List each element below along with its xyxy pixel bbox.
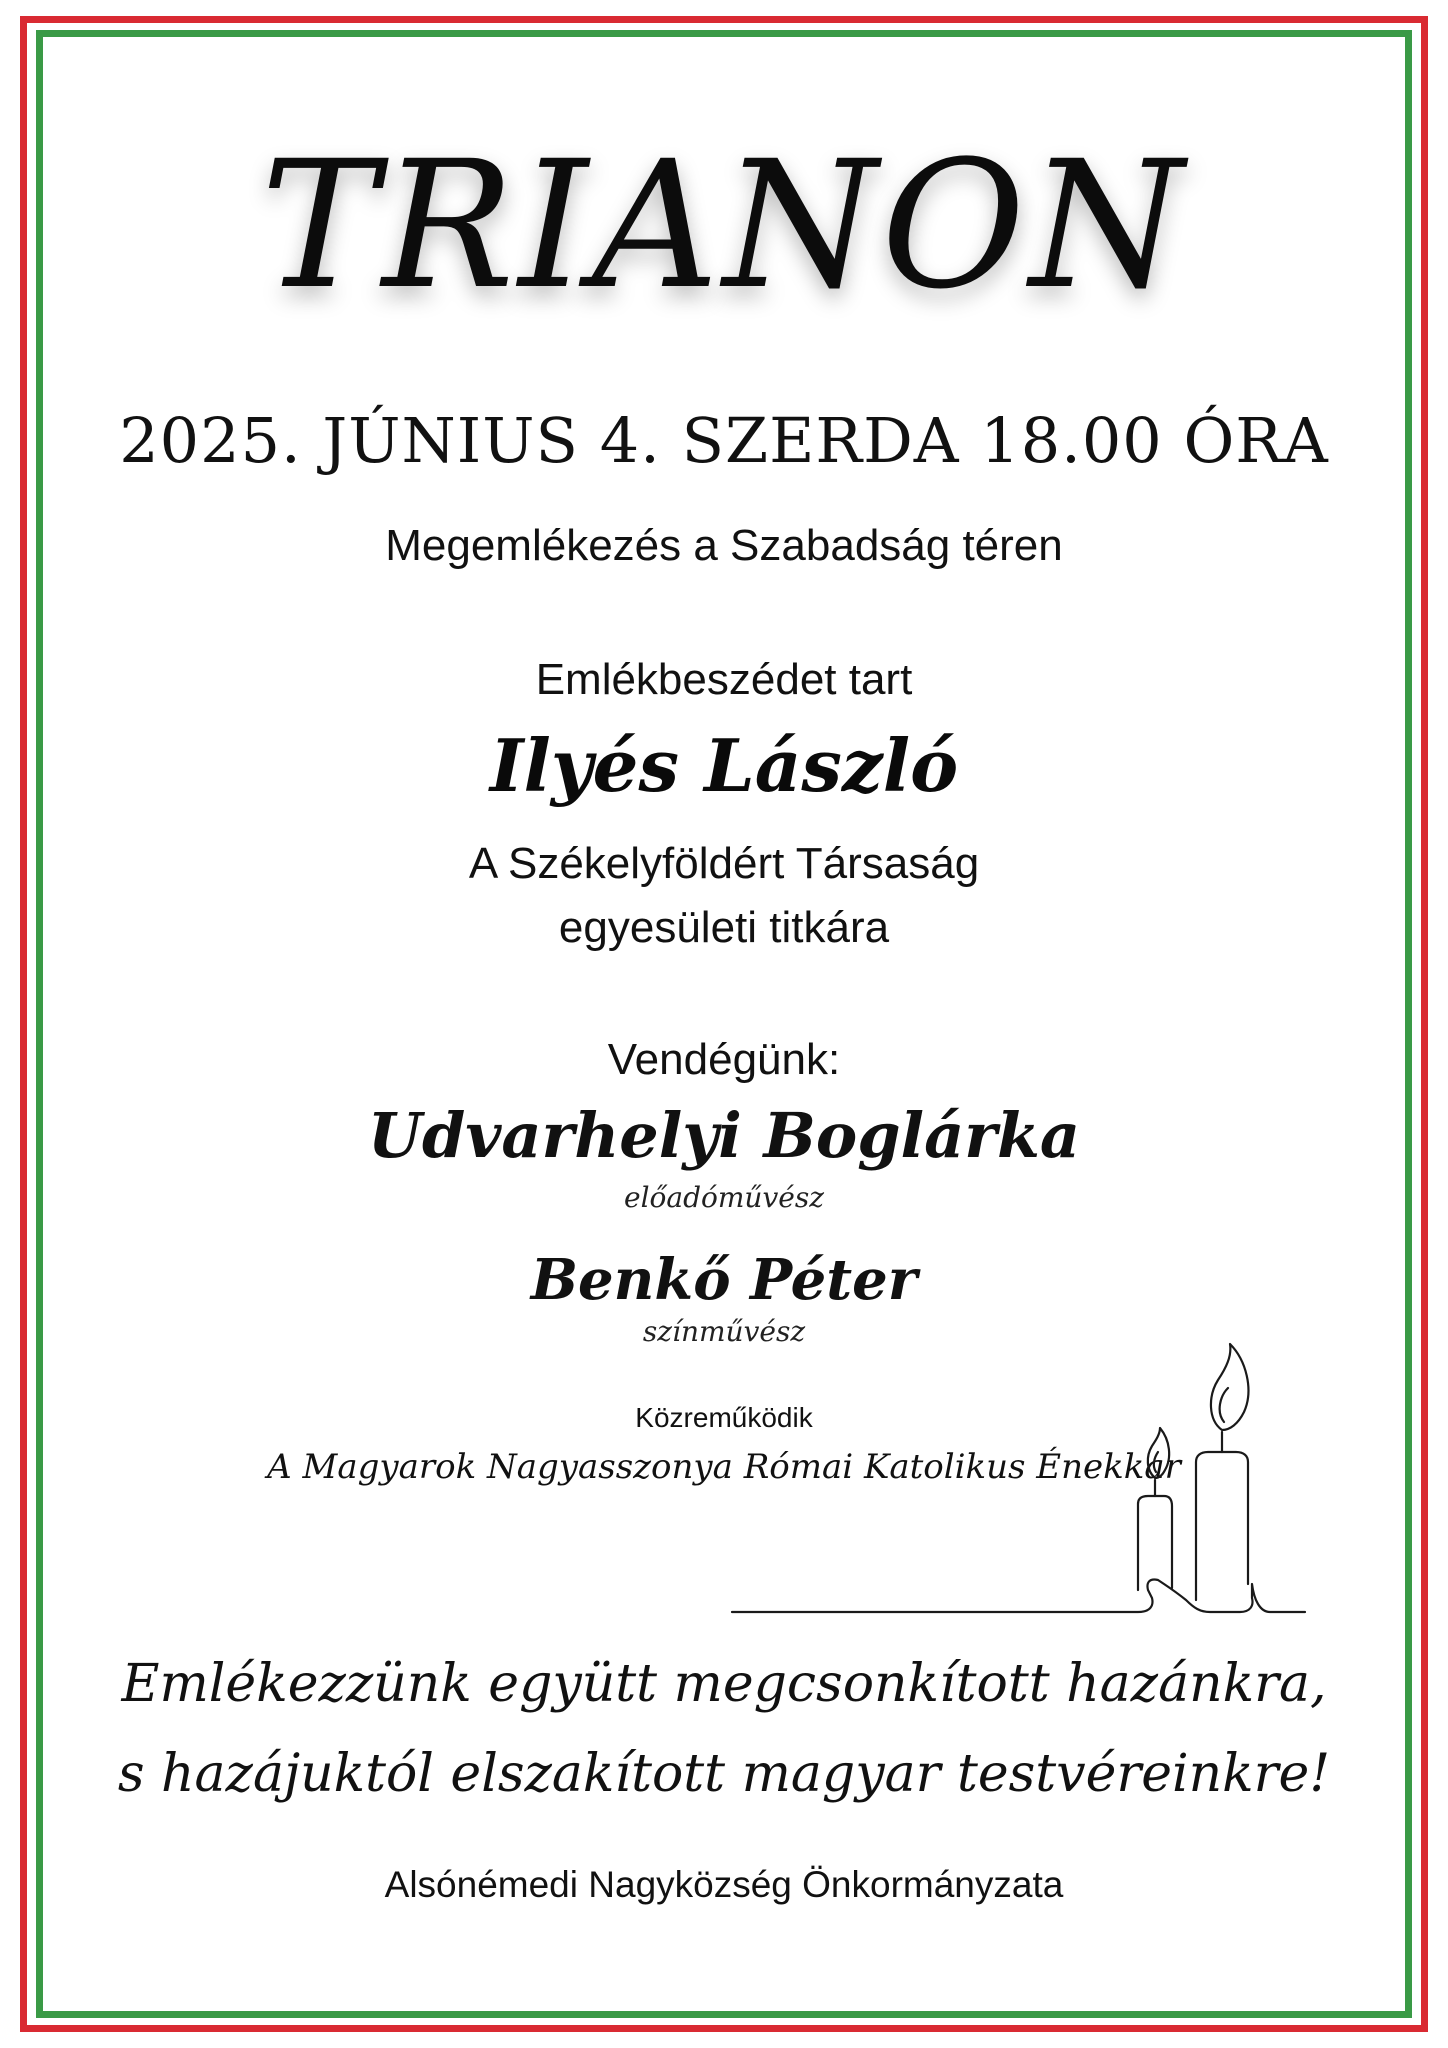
closing-line2: s hazájuktól elszakított magyar testvéreinkre! [117,1744,1331,1804]
guest2-role: színművész [642,1315,806,1348]
poster-title: TRIANON [260,123,1188,328]
speaker-org-line2: egyesületi titkára [558,903,890,952]
organizer: Alsónémedi Nagyközség Önkormányzata [384,1864,1064,1905]
choir-name: A Magyarok Nagyasszonya Római Katolikus Énekkar [267,1447,1181,1487]
guest2-name: Benkő Péter [530,1247,918,1313]
speaker-org-line1: A Székelyföldért Társaság [468,839,980,888]
guest1-name: Udvarhelyi Boglárka [367,1099,1081,1172]
closing-line1: Emlékezzünk együtt megcsonkított hazánkra, [121,1654,1327,1714]
event-venue: Megemlékezés a Szabadság téren [385,521,1063,570]
speech-intro: Emlékbeszédet tart [535,655,913,704]
guest1-role: előadóművész [624,1181,824,1214]
event-date: 2025. JÚNIUS 4. SZERDA 18.00 ÓRA [119,404,1329,477]
cooperation-label: Közreműködik [635,1402,813,1433]
guests-label: Vendégünk: [607,1035,841,1084]
speaker-name: Ilyés László [489,723,959,808]
